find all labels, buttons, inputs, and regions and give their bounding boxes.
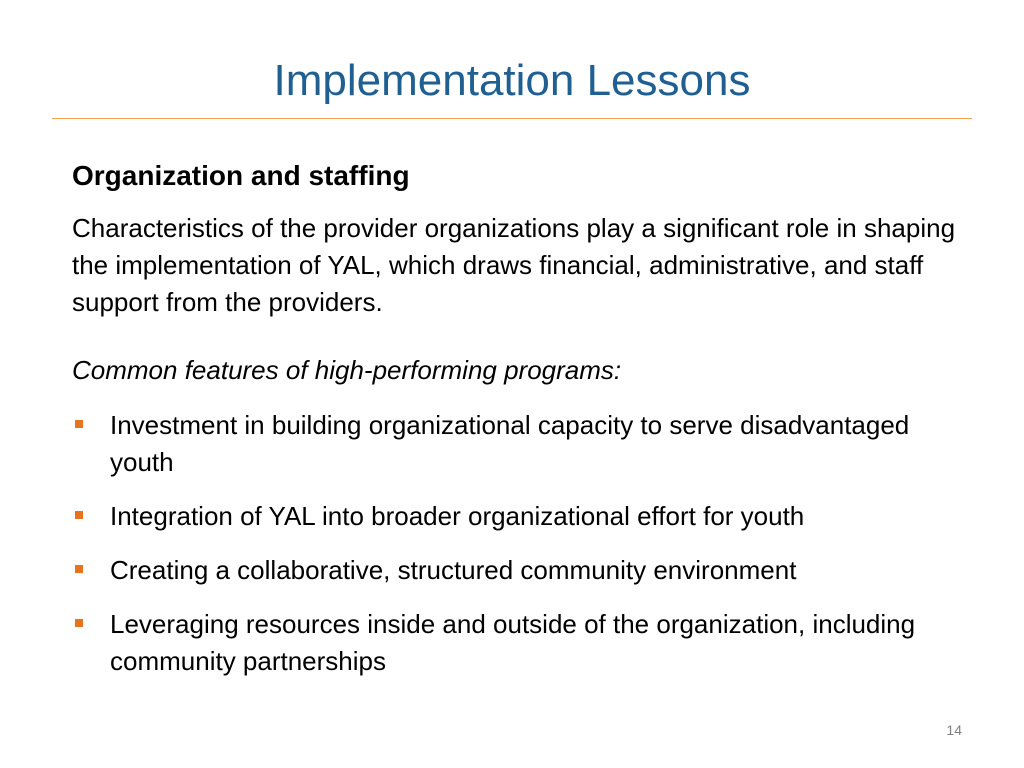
feature-list [72,407,972,697]
square-bullet-icon [75,420,83,428]
section-heading: Organization and staffing [72,160,410,191]
list-item [72,498,972,535]
list-item-text: Integration of YAL into broader organizational effort for youth [110,501,805,531]
list-item-text: Investment in building organizational capacity to serve disadvantaged youth [110,410,910,477]
list-item [72,606,972,680]
list-item [72,552,972,589]
square-bullet-icon [75,511,83,519]
slide-title: Implementation Lessons [273,56,751,105]
page-number: 14 [946,722,962,738]
intro-paragraph: Characteristics of the provider organizations play a significant role in shaping the implementation of YAL, which draws financial, administrative, and staff support from the providers. [72,213,956,317]
list-item [72,407,972,481]
features-subheading: Common features of high-performing programs: [72,355,622,385]
list-item-text: Leveraging resources inside and outside of the organization, including community partnerships [110,609,916,676]
list-item-text: Creating a collaborative, structured community environment [110,555,797,585]
square-bullet-icon [75,619,83,627]
title-divider [52,118,972,119]
square-bullet-icon [75,565,83,573]
